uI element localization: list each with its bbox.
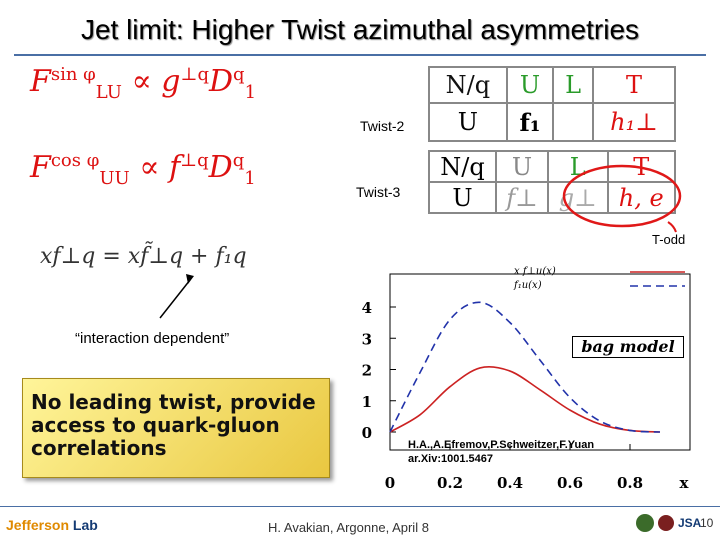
table-cell: L: [553, 67, 593, 103]
series-line-0: [390, 367, 660, 432]
t-odd-arrow: [668, 222, 676, 232]
table-cell: N/q: [429, 151, 496, 182]
series-line-1: [390, 302, 660, 432]
reference-authors: H.A.,A.Efremov,P.Schweitzer,F.Yuan: [408, 439, 595, 451]
bag-model-label: bag model: [572, 336, 684, 358]
formula-decomposition: xf⊥q = xf̃⊥q + f₁q: [40, 244, 247, 269]
table-cell: U: [429, 103, 507, 141]
reference-arxiv: ar.Xiv:1001.5467: [408, 453, 494, 465]
jsa-seal-icon: [658, 515, 674, 531]
x-tick-label: 0: [384, 474, 396, 492]
table-cell: N/q: [429, 67, 507, 103]
interaction-arrow: [160, 280, 190, 318]
reference-text: [408, 438, 594, 466]
footer-text: H. Avakian, Argonne, April 8: [268, 520, 429, 535]
y-tick-label: 0: [361, 424, 372, 442]
y-tick-label: 2: [361, 361, 372, 380]
interaction-dependent-label: “interaction dependent”: [75, 330, 230, 347]
x-tick-label: 0.4: [496, 474, 524, 492]
plot-frame: [390, 274, 690, 450]
table-cell: L: [548, 151, 607, 182]
x-tick-label: 0.2: [436, 474, 464, 492]
table-cell: U: [496, 151, 548, 182]
slide-title: Jet limit: Higher Twist azimuthal asymmetries: [80, 14, 640, 45]
t-odd-label: T-odd: [652, 232, 686, 247]
y-tick-label: 4: [361, 299, 372, 317]
y-tick-label: 1: [361, 392, 372, 411]
table-cell: T: [608, 151, 676, 182]
t-odd-ellipse: [564, 166, 680, 226]
y-tick-label: 3: [361, 330, 372, 349]
twist-2-label: Twist-2: [360, 118, 405, 134]
page-number: 10: [700, 516, 714, 530]
table-cell: U: [507, 67, 553, 103]
jsa-logo: JSA: [678, 516, 702, 530]
x-tick-label: x: [679, 474, 689, 492]
legend-dashed: f₁u(x): [514, 280, 542, 291]
formula-cos-phi: $F^{cos \varphi}_{UU} \propto f^{\perp q}D^q_1$: [30, 150, 256, 189]
x-tick-label: 0.8: [616, 474, 644, 492]
formula-sin-phi: $F^{sin \varphi}_{LU} \propto g^{\perp q}D^q_1$: [30, 64, 257, 103]
twist-3-label: Twist-3: [356, 184, 401, 200]
table-cell: g⊥: [548, 182, 607, 213]
doe-seal-icon: [636, 514, 654, 532]
table-cell: T: [593, 67, 675, 103]
footer-divider: [0, 506, 720, 507]
table-cell: h₁⊥: [593, 103, 675, 141]
note-box: No leading twist, provide access to quark-gluon correlations: [22, 378, 330, 478]
x-tick-label: 0.6: [556, 474, 584, 492]
table-cell: h, e: [608, 182, 676, 213]
table-cell: f⊥: [496, 182, 548, 213]
legend-solid: x f⊥u(x): [514, 266, 556, 277]
table-cell: U: [429, 182, 496, 213]
jefferson-lab-logo: Jefferson Lab: [6, 517, 98, 533]
table-cell: f₁: [507, 103, 553, 141]
